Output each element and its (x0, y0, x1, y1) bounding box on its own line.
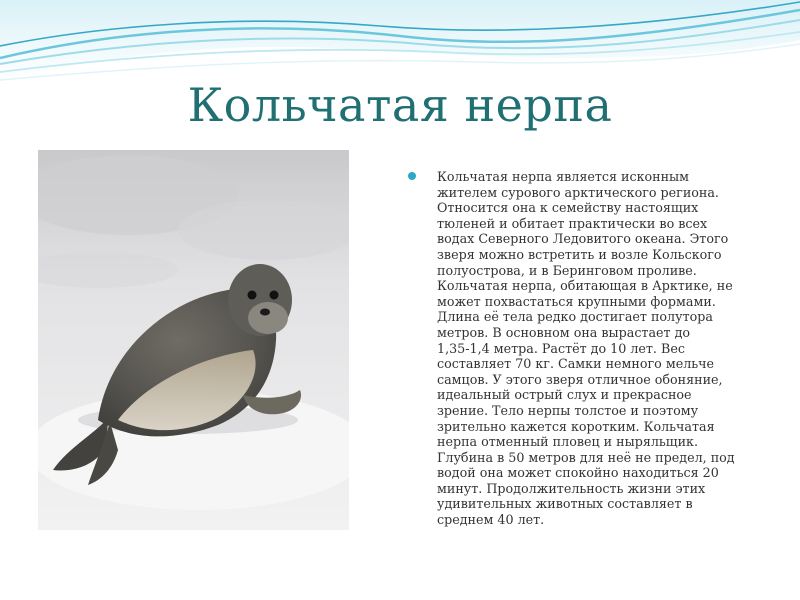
bullet-icon (408, 172, 416, 180)
slide-title: Кольчатая нерпа (187, 78, 613, 132)
slide-body (408, 169, 760, 528)
wave-header-decoration (0, 0, 800, 90)
ringed-seal-photo (38, 150, 349, 530)
body-paragraph: Кольчатая нерпа является исконным жителем сурового арктического региона. Относится она к семейству настоящих тюленей и обитает практически во всех водах Северного Ледовитого океана. Этого зверя можно встретить и возле Кольского полуострова, и в Беринговом проливе. Кольчатая нерпа, обитающая в Арктике, не может похвастаться крупными формами. Длина её тела редко достигает полутора метров. В основном она вырастает до 1,35-1,4 метра. Растёт до 10 лет. Вес составляет 70 кг. Самки немного мельче самцов. У этого зверя отличное обоняние, идеальный острый слух и прекрасное зрение. Тело нерпы толстое и поэтому зрительно кажется коротким. Кольчатая нерпа отменный пловец и ныряльщик. Глубина в 50 метров для неё не предел, под водой она может спокойно находиться 20 минут. Продолжительность жизни этих удивительных животных составляет в среднем 40 лет. (437, 169, 735, 528)
